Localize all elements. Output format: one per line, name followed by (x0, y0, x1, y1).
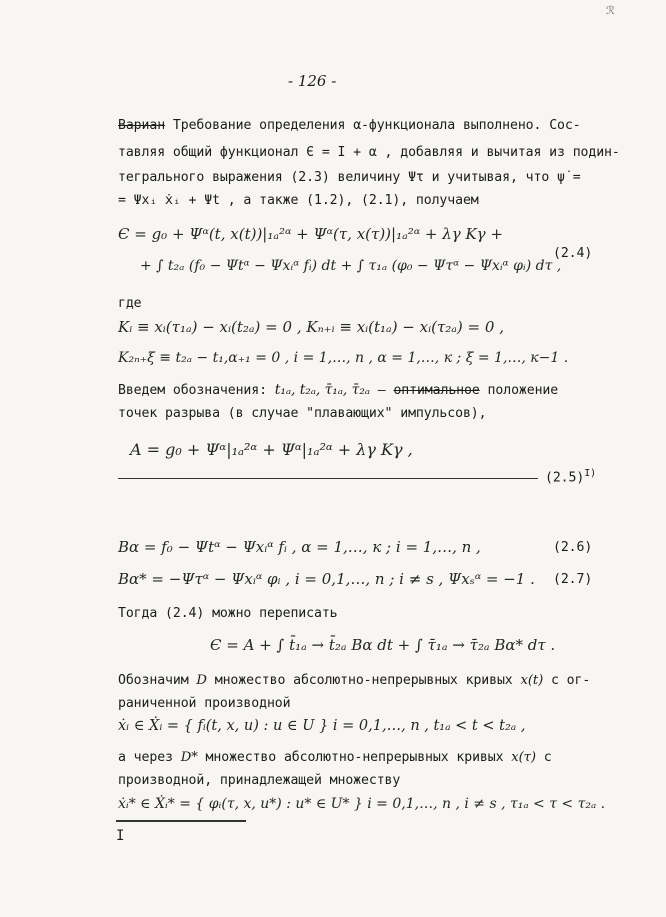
paragraph-line (118, 750, 552, 765)
paragraph-line (118, 118, 581, 133)
footnote-rule (116, 820, 246, 822)
paragraph-line: где (118, 296, 142, 311)
equation-2-7: Bα* = −Ψτᵅ − Ψxᵢᵅ φᵢ , i = 0,1,…, n ; i ≠ s , Ψxₛᵅ = −1 . (118, 570, 535, 588)
equation-xdot-set: ẋᵢ ∈ Ẋᵢ = { fᵢ(t, x, u) : u ∈ U } i = 0,1,…, n , t₁ₐ < t < t₂ₐ , (118, 718, 526, 734)
equation-underline (118, 478, 538, 479)
paragraph-text: множество абсолютно-непрерывных кривых (214, 673, 513, 688)
paragraph-line: = Ψxᵢ ẋᵢ + Ψt , а также (1.2), (2.1), получаем (118, 193, 479, 208)
paragraph-line: Тогда (2.4) можно переписать (118, 606, 338, 621)
dash: – (377, 383, 386, 398)
paragraph-text: а через (118, 750, 173, 765)
paragraph-text: положение (487, 383, 559, 398)
symbol-x-t: x(t) (520, 673, 544, 688)
paragraph-line: раниченной производной (118, 696, 291, 711)
paragraph-line (118, 382, 558, 398)
paragraph-text: с (543, 750, 552, 765)
definitions-line-2: K₂ₙ₊ξ ≡ t₂ₐ − t₁,α₊₁ = 0 , i = 1,…, n , α = 1,…, к ; ξ = 1,…, к−1 . (118, 350, 569, 366)
equation-xdot-star-set: ẋᵢ* ∈ Ẋᵢ* = { φᵢ(τ, x, u*) : u* ∈ U* } i = 0,1,…, n , i ≠ s , τ₁ₐ < τ < τ₂ₐ . (118, 796, 606, 812)
paragraph-line: тавляя общий функционал Є = I + α , добавляя и вычитая из подин- (118, 145, 620, 160)
equation-label-text: (2.5) (545, 470, 585, 486)
inline-symbols: t₁ₐ, t₂ₐ, τ̄₁ₐ, τ̄₂ₐ (274, 382, 370, 398)
symbol-D-star: D* (180, 750, 198, 765)
paragraph-text: Требование определения α-функционала выполнено. Сос- (172, 118, 581, 133)
corner-handwritten-mark: ℛ (606, 4, 615, 17)
definitions-line-1: Kᵢ ≡ xᵢ(τ₁ₐ) − xᵢ(t₂ₐ) = 0 , Kₙ₊ᵢ ≡ xᵢ(t₁ₐ) − xᵢ(τ₂ₐ) = 0 , (118, 318, 504, 336)
paragraph-line: точек разрыва (в случае "плавающих" импульсов), (118, 406, 487, 421)
struck-word: оптимальное (393, 383, 480, 398)
equation-label: (2.4) (553, 246, 593, 261)
page-number: - 126 - (288, 72, 337, 90)
footnote-superscript: I) (584, 468, 597, 479)
footnote-marker: I (116, 828, 125, 844)
paragraph-text: с ог- (550, 673, 591, 688)
equation-2-4-line-2: + ∫ t₂ₐ (f₀ − Ψtᵅ − Ψxᵢᵅ fᵢ) dt + ∫ τ₁ₐ (φ₀ − Ψτᵅ − Ψxᵢᵅ φᵢ) dτ , (140, 258, 562, 274)
equation-label (545, 468, 596, 485)
paragraph-line: производной, принадлежащей множеству (118, 773, 401, 788)
paragraph-text: Введем обозначения: (118, 383, 267, 398)
paragraph-text: Обозначим (118, 673, 189, 688)
equation-rewritten: Є = A + ∫ t̄₁ₐ → t̄₂ₐ Bα dt + ∫ τ̄₁ₐ → τ̄₂ₐ Bα* dτ . (210, 636, 556, 654)
equation-2-5: A = g₀ + Ψᵅ|₁ₐ²ᵅ + Ψᵅ|₁ₐ²ᵅ + λγ Kγ , (130, 440, 413, 459)
paragraph-line (118, 673, 590, 688)
struck-word: Вариан (118, 118, 166, 133)
paragraph-text: множество абсолютно-непрерывных кривых (205, 750, 504, 765)
equation-2-4-line-1: Є = g₀ + Ψᵅ(t, x(t))|₁ₐ²ᵅ + Ψᵅ(τ, x(τ))|₁ₐ²ᵅ + λγ Kγ + (118, 225, 503, 243)
symbol-x-tau: x(τ) (511, 750, 536, 765)
equation-label: (2.7) (553, 572, 593, 587)
equation-2-6: Bα = f₀ − Ψtᵅ − Ψxᵢᵅ fᵢ , α = 1,…, к ; i = 1,…, n , (118, 538, 481, 556)
paragraph-line: тегрального выражения (2.3) величину Ψτ и учитывая, что ψ̇ = (118, 170, 581, 185)
equation-label: (2.6) (553, 540, 593, 555)
symbol-D: D (196, 673, 207, 688)
